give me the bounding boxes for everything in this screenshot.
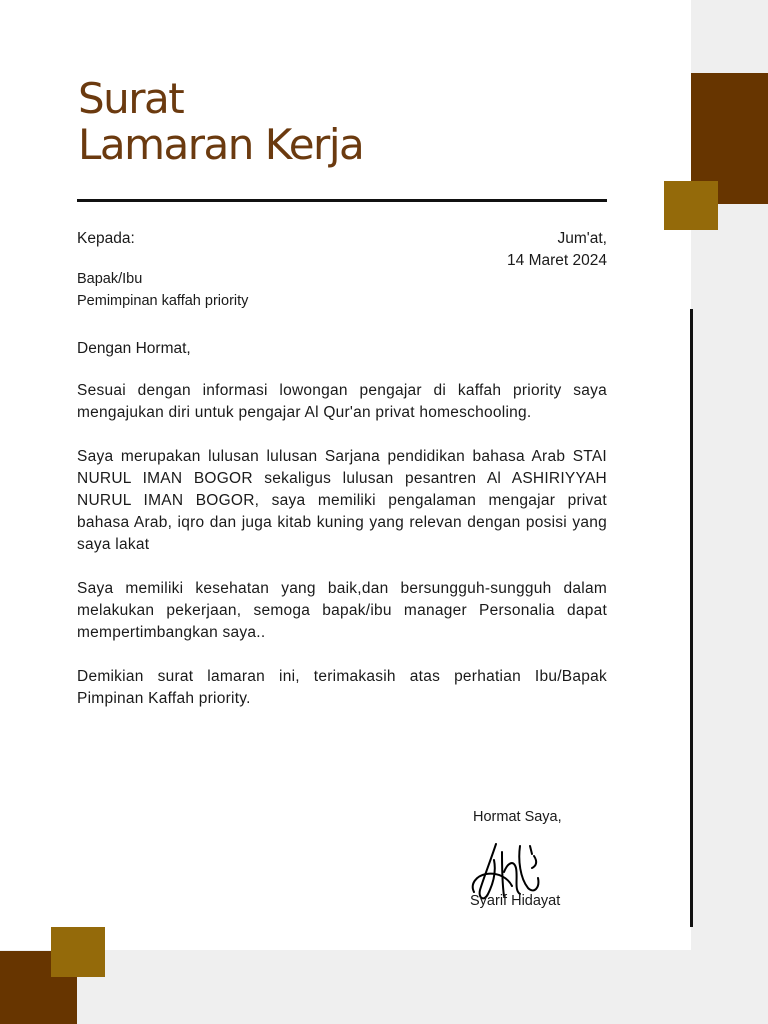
title-line-1: Surat [78, 74, 184, 123]
recipient-line-2: Pemimpinan kaffah priority [77, 293, 249, 309]
vertical-divider [690, 309, 693, 927]
letter-day: Jum'at, [557, 230, 607, 247]
page-title [78, 76, 363, 168]
letter-date-value: 14 Maret 2024 [507, 252, 607, 269]
recipient-block [77, 268, 248, 312]
closing: Hormat Saya, [473, 809, 562, 825]
title-line-2: Lamaran Kerja [78, 120, 364, 169]
gold-square-bottom-left [51, 927, 105, 977]
signer-name: Syarif Hidayat [470, 893, 561, 909]
body-paragraph-3: Saya memiliki kesehatan yang baik,dan bersungguh-sungguh dalam melakukan pekerjaan, semoga bapak/ibu manager Personalia dapat mempertimbangkan saya.. [77, 580, 607, 641]
letter-date [457, 228, 607, 272]
title-rule [77, 199, 607, 202]
body-paragraph-2: Saya merupakan lulusan lulusan Sarjana pendidikan bahasa Arab STAI NURUL IMAN BOGOR sekaligus lulusan pesantren Al ASHIRIYYAH NURUL IMAN BOGOR, saya memiliki pengalaman mengajar privat bahasa Arab, iqro dan juga kitab kuning yang relevan dengan posisi yang saya lakat [77, 448, 607, 553]
gold-square-top-right [664, 181, 718, 230]
bottom-strip-decoration [0, 950, 768, 1024]
salutation: Dengan Hormat, [77, 340, 191, 357]
to-label: Kepada: [77, 230, 135, 247]
letter-body [77, 380, 607, 732]
recipient-line-1: Bapak/Ibu [77, 271, 143, 287]
body-paragraph-1: Sesuai dengan informasi lowongan pengajar di kaffah priority saya mengajukan diri untuk pengajar Al Qur'an privat homeschooling. [77, 382, 607, 421]
body-paragraph-4: Demikian surat lamaran ini, terimakasih atas perhatian Ibu/Bapak Pimpinan Kaffah priority. [77, 668, 607, 707]
